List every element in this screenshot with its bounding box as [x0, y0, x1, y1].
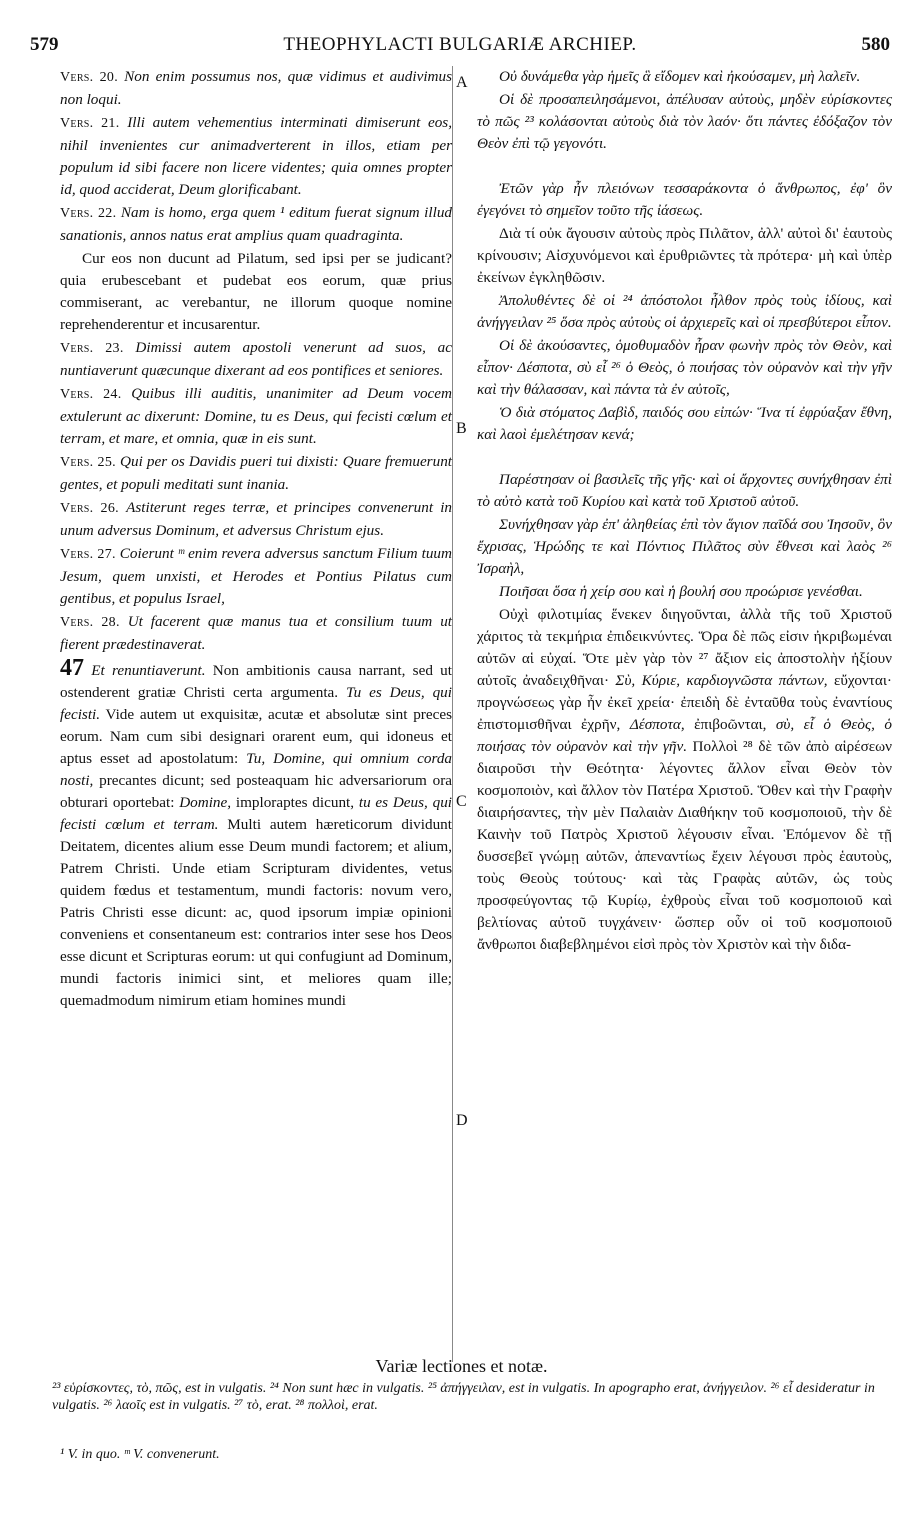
margin-marker-a: A — [456, 74, 468, 91]
section-number: 47 — [60, 655, 84, 681]
latin-commentary-47: 47 Et renuntiaverunt. Non ambitionis causa narrant, sed ut ostenderent gratiæ Christi certa argumenta. Tu es Deus, qui fecisti. Vide autem ut exquisitæ, acutæ et absolutæ sint preces eorum. Nam cum sibi designari orarent eum, qui idoneus et aptus esset ad apostolatum: Tu, Domine, qui omnium corda nosti, precantes dicunt; sed posteaquam hic adversariorum ora obturari oportebat: Domine, imploraptes dicunt, tu es Deus, qui fecisti cœlum et terram. Multi autem hæreticorum dividunt Deitatem, dicentes alium esse Deum mundi factorem; et alium, Patrem Christi. Unde etiam Scripturam dividentes, vetus quidem fœdus et testamentum, mundi factoris: novum vero, Patris Christi esse dicunt: ac, quod ipsorum impiæ opinioni conveniens et consentaneum est: contrarios inter sese hos Deos esse dicunt et Scripturas eorum: ut qui confugiunt ad Dominum, mundi factoris inimici sint, et meliores quam ille; quemadmodum nimirum etiam homines mundi — [60, 655, 453, 1009]
running-title: THEOPHYLACTI BULGARIÆ ARCHIEP. — [283, 34, 637, 55]
column-divider — [452, 66, 453, 1362]
greek-commentary: Οὐχὶ φιλοτιμίας ἕνεκεν διηγοῦνται, ἀλλὰ τῆς τοῦ Χριστοῦ χάριτος τὰ τεκμήρια ἐπιδεικνύντες. Ὅρα δὲ πῶς εἰσιν ἠκριβωμέναι αὐτῶν αἱ εὐχαί. Ὅτε μὲν γὰρ τὸν ²⁷ ἄξιον εἰς ἀποστολὴν ἠξίουν αὐτοῖς ἀναδειχθῆναι· Σὺ, Κύριε, καρδιογνῶστα πάντων, εὔχονται· προγνώσεως γὰρ ἦν ἐκεῖ χρεία· ἐπειδὴ δὲ ἐνταῦθα τοὺς ἐναντίους ἐπιστομισθῆναι ἐχρῆν, Δέσποτα, ἐπιβοῶνται, σὺ, εἶ ὁ Θεὸς, ὁ ποιήσας τὸν οὐρανὸν καὶ τὴν γῆν. Πολλοὶ ²⁸ δὲ τῶν ἀπὸ αἱρέσεων διαιροῦσι τὴν Θεότητα· λέγοντες ἄλλον εἶναι Θεὸν τὸν κοσμοποιὸν, καὶ ἄλλον τὸν Πατέρα Χριστοῦ. Ὅθεν καὶ τὴν Γραφὴν διαιρήσαντες, τὴν μὲν Παλαιὰν Διαθήκην τοῦ κοσμοποιοῦ, τὴν δὲ Καινὴν τοῦ Πατρὸς Χριστοῦ λέγουσιν εἶναι. Ἑπόμενον δὲ τῇ δυσσεβεῖ γνώμῃ αὐτῶν, ἀπεναντίως ἔχειν λέγουσι πρὸς ἑαυτοὺς, τοὺς Θεοὺς τούτους· καὶ τὰς Γραφὰς αὐτῶν, ὡς τοὺς προσφεύγοντας τῷ Κυρίῳ, ἐχθροὺς εἶναι τοῦ κοσμοποιοῦ καὶ βελτίονας αὐτοῦ τυγχάνειν· ὥσπερ οὖν οἱ τοῦ κοσμοποιοῦ ἄνθρωποι διαβεβλημένοι εἰσὶ πρὸς τὸν Χριστὸν καὶ τὴν διδα- — [477, 606, 893, 953]
greek-column — [477, 66, 892, 957]
latin-verse-25: Vers. 25. Qui per os Davidis pueri tui dixisti: Quare fremuerunt gentes, et populi meditati sunt inania. — [60, 453, 453, 493]
variae-lectiones-title: Variæ lectiones et notæ. — [375, 1356, 548, 1376]
latin-verse-24: Vers. 24. Quibus illi auditis, unanimiter ad Deum vocem extulerunt ac dixerunt: Domine, tu es Deus, qui fecisti cœlum et terram, et mare, et omnia, quæ in eis sunt. — [60, 385, 452, 447]
greek-verse-28: Ποιῆσαι ὅσα ἡ χείρ σου καὶ ἡ βουλή σου προώρισε γενέσθαι. — [499, 583, 863, 600]
page-header — [30, 34, 890, 58]
latin-verse-26: Vers. 26. Astiterunt reges terræ, et principes convenerunt in unum adversus Dominum, et adversus Christum ejus. — [60, 499, 453, 539]
greek-verse-25: Ὁ διὰ στόματος Δαβὶδ, παιδός σου εἰπών· Ἵνα τί ἐφρύαξαν ἔθνη, καὶ λαοὶ ἐμελέτησαν κενά; — [477, 404, 892, 443]
greek-verse-22: Ἐτῶν γὰρ ἦν πλειόνων τεσσαράκοντα ὁ ἄνθρωπος, ἐφ' ὃν ἐγεγόνει τὸ σημεῖον τοῦτο τῆς ἰάσεως. — [477, 180, 892, 219]
latin-verse-23: Vers. 23. Dimissi autem apostoli venerunt ad suos, ac nuntiaverunt quæcunque dixerant ad eos pontifices et seniores. — [60, 339, 453, 379]
greek-verse-24: Οἱ δὲ ἀκούσαντες, ὁμοθυμαδὸν ἦραν φωνὴν πρὸς τὸν Θεὸν, καὶ εἶπον· Δέσποτα, σὺ εἶ ²⁶ ὁ Θεὸς, ὁ ποιήσας τὸν οὐρανὸν καὶ τὴν γῆν καὶ τὴν θάλασσαν, καὶ πάντα τὰ ἐν αὐτοῖς, — [477, 337, 892, 398]
latin-verse-21: Vers. 21. Illi autem vehementius interminati dimiserunt eos, nihil invenientes cur animadverterent in illos, etiam per populum id sibi facere non licere videntes; quia omnes propter id, quod acciderat, Deum glorificabant. — [60, 114, 453, 198]
page-number-left: 579 — [30, 34, 59, 55]
margin-marker-b: B — [456, 420, 467, 437]
page-number-right: 580 — [861, 34, 890, 55]
greek-verse-21: Οἱ δὲ προσαπειλησάμενοι, ἀπέλυσαν αὐτοὺς, μηδὲν εὑρίσκοντες τὸ πῶς ²³ κολάσονται αὐτοὺς διὰ τὸν λαόν· ὅτι πάντες ἐδόξαζον τὸν Θεὸν ἐπὶ τῷ γεγονότι. — [477, 91, 892, 152]
latin-verse-22: Vers. 22. Nam is homo, erga quem ¹ editum fuerat signum illud sanationis, annos natus erat amplius quam quadraginta. — [60, 204, 453, 244]
greek-pilatum-paragraph: Διὰ τί οὐκ ἄγουσιν αὐτοὺς πρὸς Πιλᾶτον, ἀλλ' αὐτοὶ δι' ἑαυτοὺς κρίνουσιν; Αἰσχυνόμενοι καὶ ἐρυθριῶντες τὰ πρότερα· μὴ καὶ ὑπὲρ ἐκείνων ἐγκληθῶσιν. — [477, 225, 892, 286]
greek-verse-26: Παρέστησαν οἱ βασιλεῖς τῆς γῆς· καὶ οἱ ἄρχοντες συνήχθησαν ἐπὶ τὸ αὐτὸ κατὰ τοῦ Κυρίου καὶ κατὰ τοῦ Χριστοῦ αὐτοῦ. — [477, 471, 892, 510]
latin-verse-20: Vers. 20. Non enim possumus nos, quæ vidimus et audivimus non loqui. — [60, 68, 453, 108]
latin-verse-28: Vers. 28. Ut facerent quæ manus tua et consilium tuum ut fierent prædestinaverat. — [60, 613, 453, 653]
greek-verse-23: Ἀπολυθέντες δὲ οἱ ²⁴ ἀπόστολοι ἦλθον πρὸς τοὺς ἰδίους, καὶ ἀνήγγειλαν ²⁵ ὅσα πρὸς αὐτοὺς οἱ ἀρχιερεῖς καὶ οἱ πρεσβύτεροι εἶπον. — [477, 292, 892, 331]
greek-verse-27: Συνήχθησαν γὰρ ἐπ' ἀληθείας ἐπὶ τὸν ἅγιον παῖδά σου Ἰησοῦν, ὃν ἔχρισας, Ἡρώδης τε καὶ Πόντιος Πιλᾶτος σὺν ἔθνεσι καὶ λαὸς ²⁶ Ἰσραὴλ, — [477, 516, 892, 577]
footnotes: ¹ V. in quo. ᵐ V. convenerunt. — [60, 1447, 220, 1462]
margin-marker-c: C — [456, 793, 467, 810]
greek-verse-20: Οὐ δυνάμεθα γὰρ ἡμεῖς ἃ εἴδομεν καὶ ἠκούσαμεν, μὴ λαλεῖν. — [499, 68, 861, 85]
margin-marker-d: D — [456, 1112, 468, 1129]
latin-column — [60, 66, 452, 1013]
latin-verse-27: Vers. 27. Coierunt ᵐ enim revera adversus sanctum Filium tuum Jesum, quem unxisti, et Herodes et Pontius Pilatus cum gentibus, et populus Israel, — [60, 545, 452, 607]
variae-lectiones-notes: ²³ εὑρίσκοντες, τὸ, πῶς, est in vulgatis. ²⁴ Non sunt hæc in vulgatis. ²⁵ ἀπήγγειλαν, est in vulgatis. In apographo erat, ἀνήγγειλον. ²⁶ εἶ desideratur in vulgatis. ²⁶ λαοῖς est in vulgatis. ²⁷ τὸ, erat. ²⁸ πολλοὶ, erat. — [52, 1381, 875, 1413]
latin-pilatum-paragraph: Cur eos non ducunt ad Pilatum, sed ipsi per se judicant? quia erubescebant et pudebat eos eorum, quæ prius commiserant, ac verebantur, ne illorum quoque nomine reprehenderentur et incusarentur. — [60, 250, 452, 333]
